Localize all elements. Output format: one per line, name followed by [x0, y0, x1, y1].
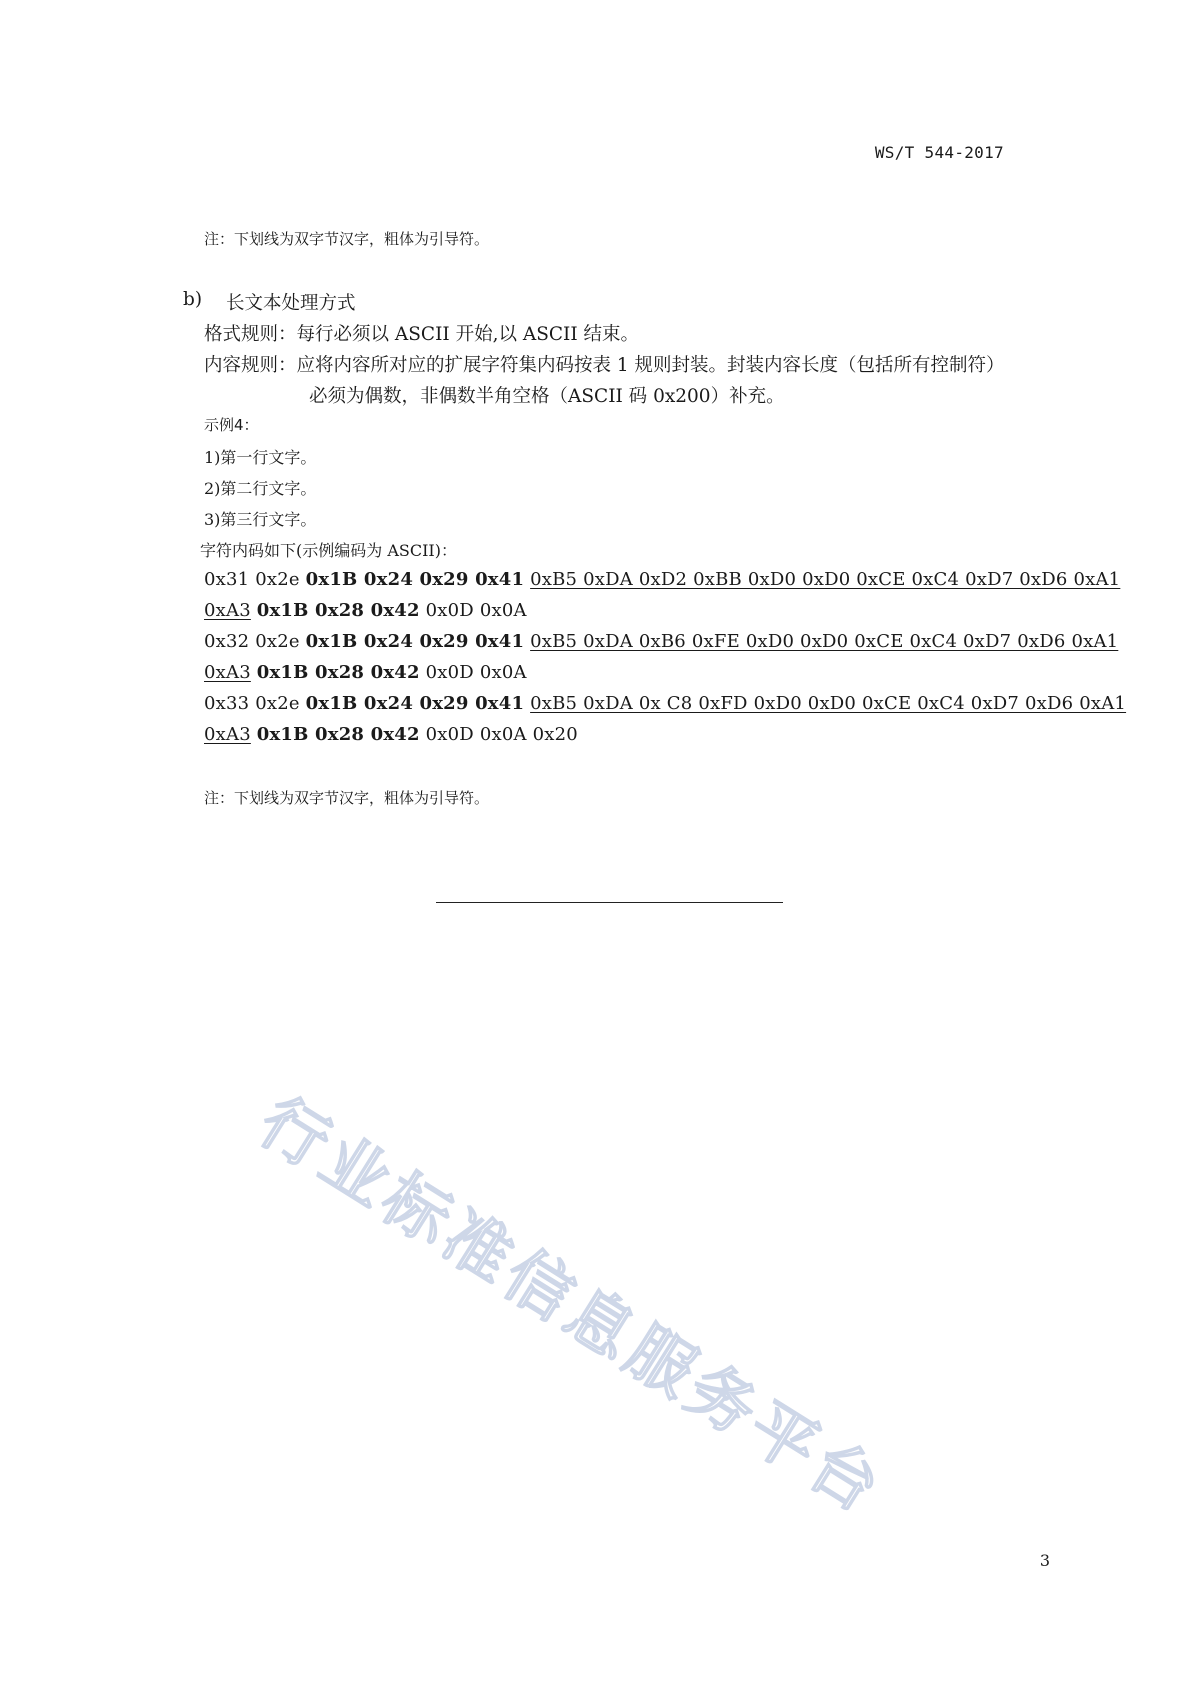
hex-double-byte: 0xA3: [204, 600, 251, 621]
hex-row-2-line-1: [204, 631, 1118, 652]
hex-lead-bold: 0x1B 0x28 0x42: [256, 662, 420, 683]
hex-double-byte: 0xB5 0xDA 0x C8 0xFD 0xD0 0xD0 0xCE 0xC4 0xD7 0xD6 0xA1: [530, 693, 1127, 714]
format-rule: 格式规则：每行必须以 ASCII 开始,以 ASCII 结束。: [204, 324, 640, 345]
page-number: 3: [1039, 1551, 1050, 1570]
section-b-marker: b): [183, 289, 203, 310]
hex-plain: 0x32 0x2e: [204, 631, 306, 652]
hex-plain: 0x31 0x2e: [204, 569, 306, 590]
hex-plain: 0x0D 0x0A 0x20: [425, 724, 578, 745]
hex-double-byte: 0xB5 0xDA 0xB6 0xFE 0xD0 0xD0 0xCE 0xC4 0xD7 0xD6 0xA1: [530, 631, 1119, 652]
document-code: WS/T 544-2017: [874, 143, 1004, 162]
hex-lead-bold: 0x1B 0x28 0x42: [256, 724, 420, 745]
hex-row-3-line-1: [204, 693, 1126, 714]
hex-lead-bold: 0x1B 0x24 0x29 0x41: [305, 631, 525, 652]
example-label: 示例4：: [204, 416, 259, 434]
hex-lead-bold: 0x1B 0x28 0x42: [256, 600, 420, 621]
hex-row-2-line-2: [204, 662, 527, 683]
section-b-title: 长文本处理方式: [226, 293, 356, 314]
hex-plain: 0x33 0x2e: [204, 693, 306, 714]
content-rule-line1: 内容规则：应将内容所对应的扩展字符集内码按表 1 规则封装。封装内容长度（包括所有控制符）: [204, 355, 1005, 376]
example-line-2: 2)第二行文字。: [204, 479, 317, 498]
note-bottom: 注：下划线为双字节汉字，粗体为引导符。: [204, 789, 490, 807]
hex-row-1-line-1: [204, 569, 1120, 590]
hex-row-3-line-2: [204, 724, 578, 745]
hex-plain: 0x0D 0x0A: [425, 600, 527, 621]
example-line-3: 3)第三行文字。: [204, 510, 317, 529]
hex-lead-bold: 0x1B 0x24 0x29 0x41: [305, 693, 525, 714]
hex-plain: 0x0D 0x0A: [425, 662, 527, 683]
hex-lead-bold: 0x1B 0x24 0x29 0x41: [305, 569, 525, 590]
code-caption: 字符内码如下(示例编码为 ASCII)：: [200, 541, 457, 560]
hex-double-byte: 0xA3: [204, 724, 251, 745]
hex-double-byte: 0xB5 0xDA 0xD2 0xBB 0xD0 0xD0 0xCE 0xC4 0xD7 0xD6 0xA1: [530, 569, 1121, 590]
hex-double-byte: 0xA3: [204, 662, 251, 683]
hex-row-1-line-2: [204, 600, 527, 621]
end-rule: [436, 902, 783, 903]
example-line-1: 1)第一行文字。: [204, 448, 317, 467]
note-top: 注：下划线为双字节汉字，粗体为引导符。: [204, 230, 490, 248]
watermark: 行业标准信息服务平台: [246, 1082, 898, 1530]
content-rule-line2: 必须为偶数，非偶数半角空格（ASCII 码 0x200）补充。: [309, 386, 785, 407]
